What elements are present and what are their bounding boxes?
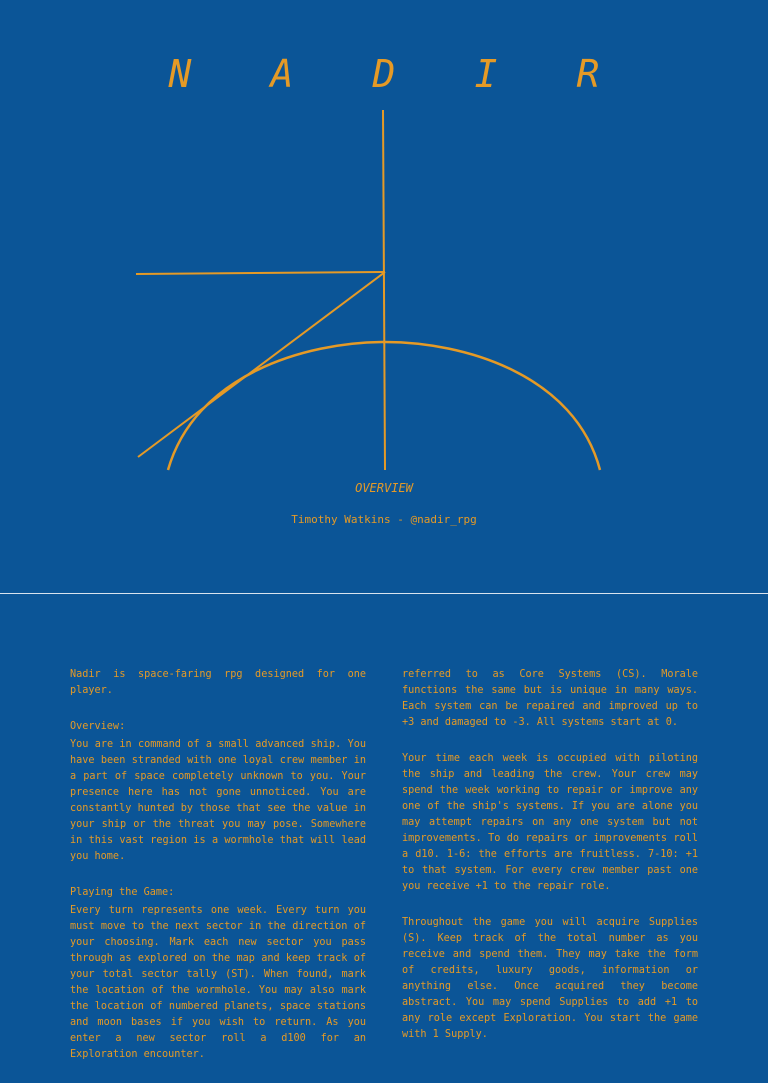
page-divider — [0, 593, 768, 594]
playing-paragraph: Every turn represents one week. Every turn you must move to the next sector in the direction of your choosing. Mark each new sector you pass through as explored on the map and keep track of your total sector tally (ST). When found, mark the location of the wormhole. You may also mark the location of numbered planets, space stations and moon bases if you wish to return. As you enter a new sector roll a d100 for an Exploration encounter. — [70, 905, 366, 1060]
overview-paragraph: You are in command of a small advanced ship. You have been stranded with one loyal crew member in a part of space completely unknown to you. Your presence here has not gone unnoticed. You are constantly hunted by those that see the value in your ship or the threat you may pose. Somewhere in this vast region is a wormhole that will lead you home. — [70, 739, 366, 862]
title-letter: N — [168, 52, 192, 96]
crew-paragraph: Your time each week is occupied with piloting the ship and leading the crew. Your crew may spend the week working to repair or improve any one of the ship's systems. If you are alone you may attempt repairs on any one system but not improvements. To do repairs or improvements roll a d10. 1-6: the efforts are fruitless. 7-10: +1 to that system. For every crew member past one you receive +1 to the repair role. — [402, 753, 698, 892]
left-column — [70, 667, 366, 1083]
author-credit: Timothy Watkins - @nadir_rpg — [291, 513, 477, 526]
core-systems-paragraph: referred to as Core Systems (CS). Morale functions the same but is unique in many ways. Each system can be repaired and improved up to +3 and damaged to -3. All systems start at 0. — [402, 669, 698, 728]
title-letter: I — [474, 52, 498, 96]
intro-paragraph: Nadir is space-faring rpg designed for one player. — [70, 669, 366, 696]
playing-heading: Playing the Game: — [70, 887, 175, 898]
body-columns — [70, 667, 698, 1083]
emblem-vertical-line — [383, 110, 385, 470]
title-letter: D — [372, 52, 396, 96]
overview-heading: Overview: — [70, 721, 126, 732]
title-letter: R — [576, 52, 600, 96]
document-subtitle: OVERVIEW — [355, 481, 413, 495]
supplies-paragraph: Throughout the game you will acquire Supplies (S). Keep track of the total number as you receive and spend them. They may take the form of credits, luxury goods, information or anything else. Once acquired they become abstract. You may spend Supplies to add +1 to any role except Exploration. You start the game with 1 Supply. — [402, 917, 698, 1040]
right-column — [402, 667, 698, 1083]
emblem-diagonal-line — [138, 272, 385, 457]
title-letter: A — [270, 52, 294, 96]
emblem-horizontal-line — [136, 272, 385, 274]
